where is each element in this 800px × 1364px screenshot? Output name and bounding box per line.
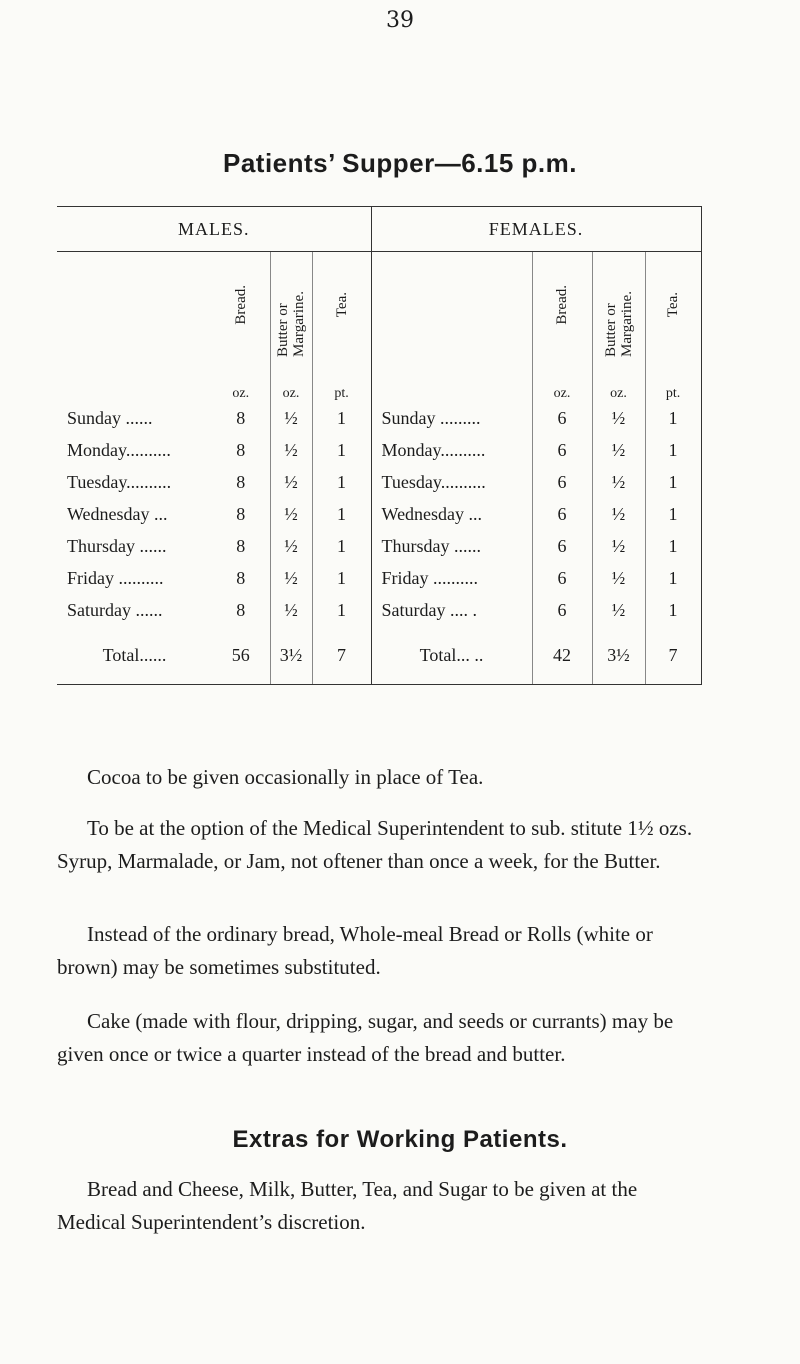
col-bread-female: Bread. xyxy=(554,284,571,325)
tea-value: 1 xyxy=(645,530,701,562)
extras-text: Bread and Cheese, Milk, Butter, Tea, and Sugar to be given at the Medical Superintendent’s discretion. xyxy=(57,1177,638,1234)
bread-value: 8 xyxy=(236,407,246,428)
total-tea: 7 xyxy=(312,626,371,685)
day-label: Monday.......... xyxy=(381,439,486,460)
table-row xyxy=(57,562,701,594)
total-label: Total...... xyxy=(57,626,212,685)
total-bread: 42 xyxy=(532,626,592,685)
day-label: Saturday .... . xyxy=(381,599,477,620)
extras-title: Extras for Working Patients. xyxy=(232,1126,568,1153)
day-label: Wednesday ... xyxy=(381,503,483,524)
total-bread: 56 xyxy=(212,626,270,685)
supper-table xyxy=(57,206,702,685)
tea-value: 1 xyxy=(312,466,371,498)
tea-value: 1 xyxy=(645,498,701,530)
note-syrup xyxy=(57,812,702,878)
tea-value: 1 xyxy=(312,434,371,466)
tea-value: 1 xyxy=(312,498,371,530)
butter-value: ½ xyxy=(592,562,645,594)
table-row xyxy=(57,434,701,466)
table-row xyxy=(57,402,701,434)
total-butter: 3½ xyxy=(270,626,312,685)
unit-bread: oz. xyxy=(232,386,250,401)
table-row xyxy=(57,594,701,626)
bread-value: 6 xyxy=(532,434,592,466)
tea-value: 1 xyxy=(645,434,701,466)
butter-value: ½ xyxy=(270,530,312,562)
day-label: Friday .......... xyxy=(381,567,479,588)
butter-value: ½ xyxy=(270,498,312,530)
butter-value: ½ xyxy=(592,530,645,562)
col-tea-female: Tea. xyxy=(665,291,682,318)
tea-value: 1 xyxy=(645,562,701,594)
tea-value: 1 xyxy=(645,466,701,498)
col-butter-female: Butter or Margarine. xyxy=(602,291,635,357)
bread-value: 6 xyxy=(532,498,592,530)
note-cake xyxy=(57,1005,702,1071)
col-butter-male: Butter or Margarine. xyxy=(275,291,307,357)
butter-value: ½ xyxy=(270,594,312,626)
tea-value: 1 xyxy=(312,562,371,594)
butter-value: ½ xyxy=(592,498,645,530)
extras-note xyxy=(57,1173,702,1239)
bread-value: 8 xyxy=(236,471,246,492)
table-row xyxy=(57,498,701,530)
page-title: Patients’ Supper—6.15 p.m. xyxy=(223,148,577,178)
table-row xyxy=(57,530,701,562)
bread-value: 8 xyxy=(236,567,246,588)
note-cake-text: Cake (made with flour, dripping, sugar, and seeds or currants) may be given once or twice a quarter instead of the bread and butter. xyxy=(57,1009,674,1066)
females-header: FEMALES. xyxy=(371,207,701,252)
col-tea-male: Tea. xyxy=(333,291,350,318)
butter-value: ½ xyxy=(270,562,312,594)
note-cocoa-text: Cocoa to be given occasionally in place of Tea. xyxy=(87,765,484,789)
day-label: Monday.......... xyxy=(67,439,171,460)
tea-value: 1 xyxy=(312,594,371,626)
day-label: Sunday ......... xyxy=(381,407,481,428)
note-bread-text: Instead of the ordinary bread, Whole-meal Bread or Rolls (white or brown) may be sometimes substituted. xyxy=(57,922,653,979)
bread-value: 8 xyxy=(236,535,246,556)
day-label: Sunday ...... xyxy=(67,407,153,428)
tea-value: 1 xyxy=(312,402,371,434)
tea-value: 1 xyxy=(645,594,701,626)
day-label: Tuesday.......... xyxy=(381,471,486,492)
day-label: Friday .......... xyxy=(67,567,164,588)
tea-value: 1 xyxy=(645,402,701,434)
males-header: MALES. xyxy=(57,207,371,252)
note-syrup-text: To be at the option of the Medical Superintendent to sub. stitute 1½ ozs. Syrup, Marmalade, or Jam, not oftener than once a week, for the Butter. xyxy=(57,816,693,873)
note-bread xyxy=(57,918,702,984)
day-label: Thursday ...... xyxy=(67,535,167,556)
butter-value: ½ xyxy=(592,402,645,434)
butter-value: ½ xyxy=(592,434,645,466)
unit-tea: pt. xyxy=(312,362,371,402)
note-cocoa xyxy=(57,761,702,794)
day-label: Thursday ...... xyxy=(381,535,481,556)
total-row xyxy=(57,626,701,685)
unit-butter: oz. xyxy=(592,362,645,402)
butter-value: ½ xyxy=(592,594,645,626)
bread-value: 6 xyxy=(532,466,592,498)
total-tea: 7 xyxy=(645,626,701,685)
day-label: Saturday ...... xyxy=(67,599,163,620)
unit-tea: pt. xyxy=(645,362,701,402)
day-label: Wednesday ... xyxy=(67,503,168,524)
bread-value: 8 xyxy=(236,439,246,460)
page-number: 39 xyxy=(386,8,414,33)
butter-value: ½ xyxy=(270,466,312,498)
unit-bread: oz. xyxy=(532,362,592,402)
unit-butter: oz. xyxy=(270,362,312,402)
butter-value: ½ xyxy=(592,466,645,498)
bread-value: 6 xyxy=(532,594,592,626)
total-butter: 3½ xyxy=(592,626,645,685)
bread-value: 6 xyxy=(532,402,592,434)
col-bread-male: Bread. xyxy=(232,284,249,325)
table-row xyxy=(57,466,701,498)
bread-value: 6 xyxy=(532,530,592,562)
butter-value: ½ xyxy=(270,434,312,466)
tea-value: 1 xyxy=(312,530,371,562)
butter-value: ½ xyxy=(270,402,312,434)
total-label: Total... .. xyxy=(371,626,532,685)
bread-value: 8 xyxy=(236,503,246,524)
day-label: Tuesday.......... xyxy=(67,471,172,492)
bread-value: 8 xyxy=(236,599,246,620)
bread-value: 6 xyxy=(532,562,592,594)
